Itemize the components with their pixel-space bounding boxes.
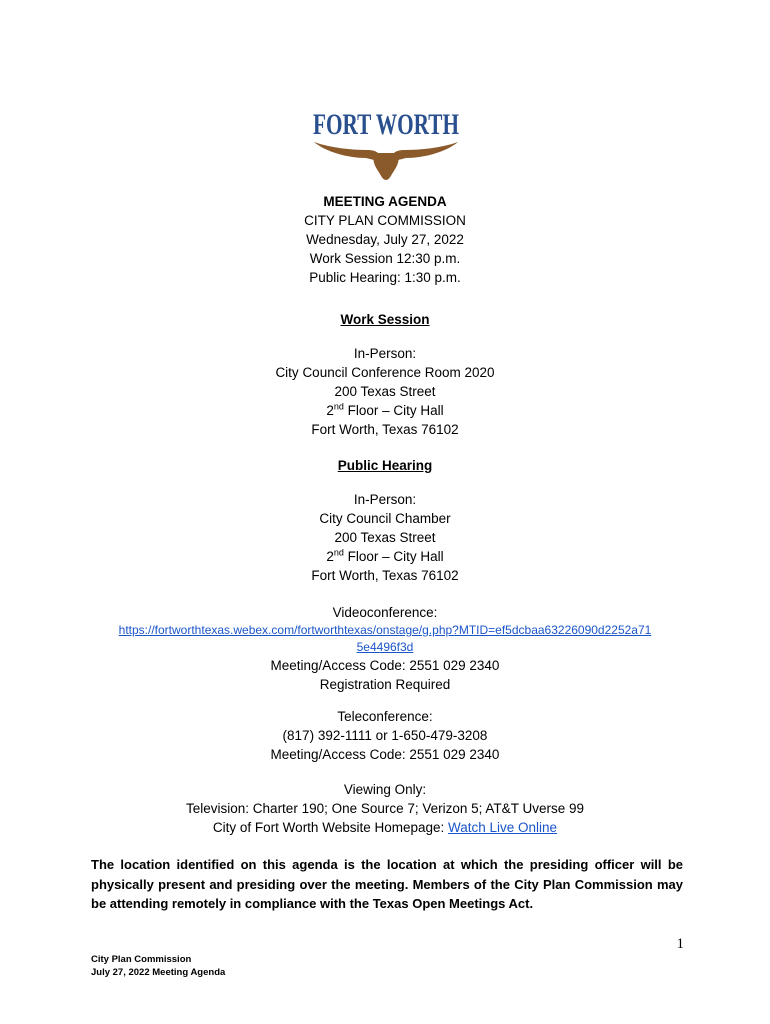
footer-line1: City Plan Commission — [91, 954, 192, 965]
registration-note: Registration Required — [319, 677, 451, 692]
watch-live-link[interactable]: Watch Live Online — [448, 820, 558, 835]
work-session-section — [0, 310, 770, 329]
agenda-title: MEETING AGENDA — [323, 194, 447, 209]
work-session-heading: Work Session — [340, 312, 430, 327]
commission-name: CITY PLAN COMMISSION — [304, 213, 466, 228]
teleconference-label: Teleconference: — [337, 709, 433, 724]
work-session-time: Work Session 12:30 p.m. — [309, 251, 461, 266]
work-session-location — [0, 344, 770, 439]
meeting-date: Wednesday, July 27, 2022 — [306, 232, 464, 247]
viewing-label: Viewing Only: — [343, 782, 427, 797]
page-footer — [91, 953, 225, 979]
footer-line2: July 27, 2022 Meeting Agenda — [91, 967, 226, 978]
public-hearing-street: 200 Texas Street — [334, 530, 436, 545]
television-channels: Television: Charter 190; One Source 7; Verizon 5; AT&T Uverse 99 — [186, 801, 584, 816]
public-hearing-city: Fort Worth, Texas 76102 — [311, 568, 459, 583]
public-hearing-time: Public Hearing: 1:30 p.m. — [309, 270, 461, 285]
webex-link-line2[interactable]: 5e4496f3d — [356, 640, 414, 654]
videoconference-section — [0, 603, 770, 694]
public-hearing-room: City Council Chamber — [319, 511, 451, 526]
work-session-street: 200 Texas Street — [334, 384, 436, 399]
work-session-floor: 2nd Floor – City Hall — [326, 401, 444, 418]
videoconference-label: Videoconference: — [332, 605, 438, 620]
public-hearing-floor: 2nd Floor – City Hall — [326, 547, 444, 564]
tele-access-code: Meeting/Access Code: 2551 029 2340 — [270, 747, 500, 762]
work-session-city: Fort Worth, Texas 76102 — [311, 422, 459, 437]
longhorn-icon — [314, 142, 458, 180]
teleconference-section — [0, 707, 770, 764]
teleconference-phones: (817) 392-1111 or 1-650-479-3208 — [282, 728, 488, 743]
location-notice: The location identified on this agenda is the location at which the presiding officer will be physically present and presiding over the meeting. Members of the City Plan Commission may be attending remotely in compliance with the Texas Open Meetings Act. — [91, 857, 683, 911]
website-prefix: City of Fort Worth Website Homepage: — [212, 820, 449, 835]
agenda-header — [0, 192, 770, 287]
public-hearing-heading: Public Hearing — [337, 458, 433, 473]
logo-wordmark: FORT WORTH — [313, 108, 459, 141]
public-hearing-mode: In-Person: — [353, 492, 417, 507]
public-hearing-section — [0, 456, 770, 475]
work-session-room: City Council Conference Room 2020 — [275, 365, 495, 380]
work-session-mode: In-Person: — [353, 346, 417, 361]
webex-link-line1[interactable]: https://fortworthtexas.webex.com/fortworthtexas/onstage/g.php?MTID=ef5dcbaa63226090d2252a71 — [118, 623, 652, 637]
video-access-code: Meeting/Access Code: 2551 029 2340 — [270, 658, 500, 673]
viewing-section — [0, 780, 770, 837]
website-line — [0, 818, 770, 837]
public-hearing-location — [0, 490, 770, 585]
page-number: 1 — [676, 936, 684, 952]
fort-worth-logo — [306, 104, 466, 184]
